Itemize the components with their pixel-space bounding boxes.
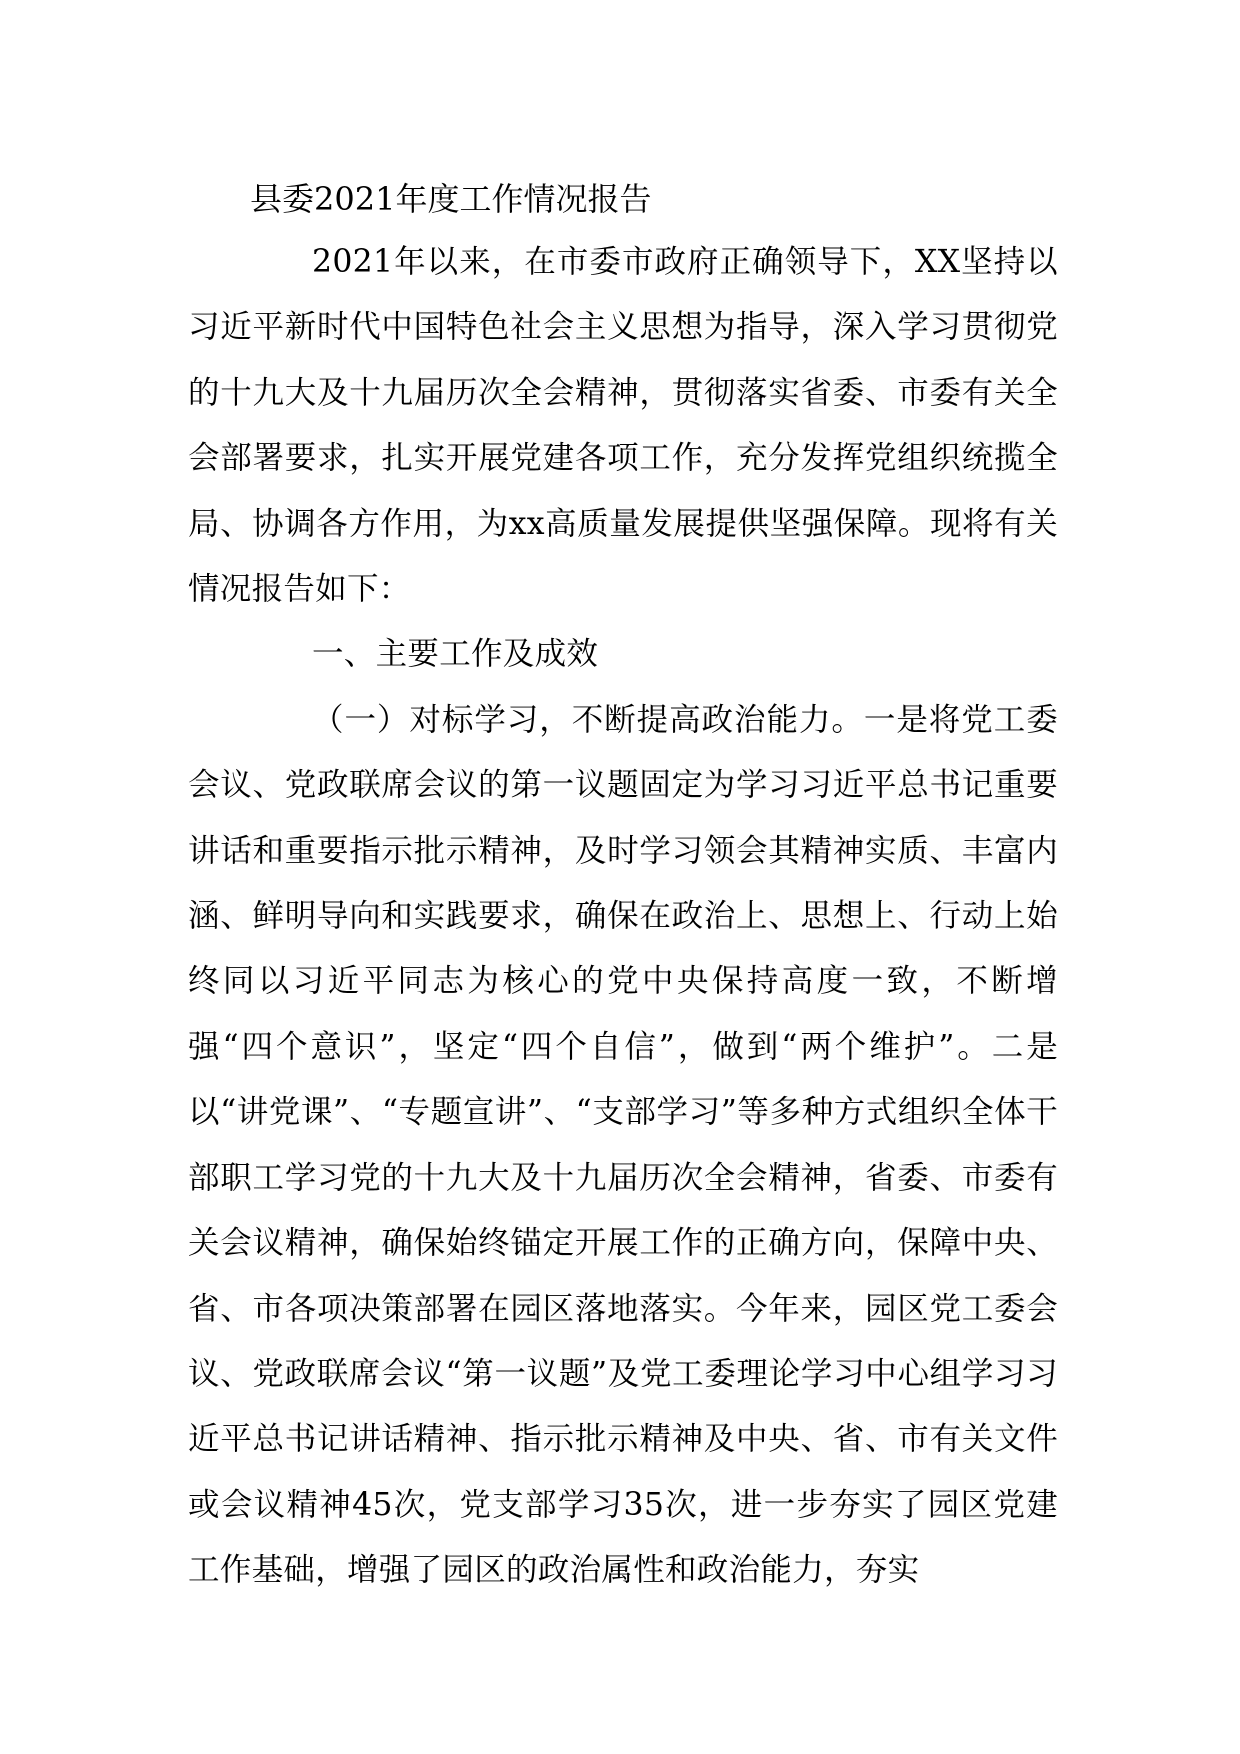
intro-paragraph: 2021年以来，在市委市政府正确领导下，XX坚持以习近平新时代中国特色社会主义思想为指导，深入学习贯彻党的十九大及十九届历次全会精神，贯彻落实省委、市委有关全会部署要求，扎实开展党建各项工作，充分发挥党组织统揽全局、协调各方作用，为xx高质量发展提供坚强保障。现将有关情况报告如下： — [188, 244, 1058, 608]
document-page — [188, 168, 1058, 1604]
document-title: 县委2021年度工作情况报告 — [250, 180, 652, 218]
section-heading: 一、主要工作及成效 — [312, 636, 599, 673]
section-body-paragraph: （一）对标学习，不断提高政治能力。一是将党工委会议、党政联席会议的第一议题固定为学习习近平总书记重要讲话和重要指示批示精神，及时学习领会其精神实质、丰富内涵、鲜明导向和实践要求，确保在政治上、思想上、行动上始终同以习近平同志为核心的党中央保持高度一致，不断增强“四个意识”，坚定“四个自信”，做到“两个维护”。二是以“讲党课”、“专题宣讲”、“支部学习”等多种方式组织全体干部职工学习党的十九大及十九届历次全会精神，省委、市委有关会议精神，确保始终锚定开展工作的正确方向，保障中央、省、市各项决策部署在园区落地落实。今年来，园区党工委会议、党政联席会议“第一议题”及党工委理论学习中心组学习习近平总书记讲话精神、指示批示精神及中央、省、市有关文件或会议精神45次，党支部学习35次，进一步夯实了园区党建工作基础，增强了园区的政治属性和政治能力，夯实 — [188, 701, 1058, 1589]
